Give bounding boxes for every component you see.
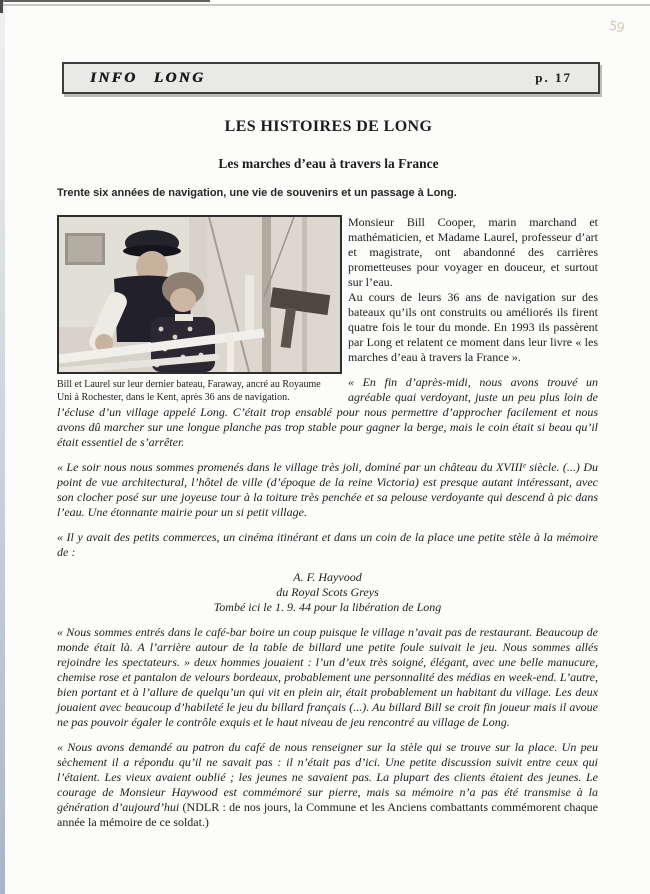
scan-artifact-top-dark [0, 0, 210, 2]
boat-photo-image [57, 215, 342, 374]
scan-artifact-left-edge [0, 0, 5, 894]
article-title: LES HISTOIRES DE LONG [224, 118, 433, 135]
quote-paragraph-4: « Nous sommes entrés dans le café-bar boire un coup puisque le village n’avait pas de restaurant. Beaucoup de monde était là. A l’arrière autour de la table de billard une petite foule suivait le jeu. Nous sommes allés rejoindre les spectateurs. » deux hommes jouaient : l’un d’eux très soigné, élégant, avec une belle manucure, chemise rose et pantalon de velours bordeaux, probablement une personnalité des médias en week-end. L’autre, bien portant et à l’allure de quelqu’un qui vit en plein air, était probablement un habitant du village. Les deux jouaient avec beaucoup d’habileté le jeu du billard français (...). Au billard Bill se croit fin joueur mais il avoue ne pas pouvoir égaler le contrôle exquis et le haut niveau de jeu rencontré au village de Long. [57, 625, 598, 729]
masthead-title: INFO LONG [90, 69, 206, 86]
stele-line-name: A. F. Hayvood [293, 570, 362, 584]
article-body [57, 215, 598, 830]
stele-line-regiment: du Royal Scots Greys [276, 585, 379, 599]
article-photo-figure [57, 215, 338, 404]
quote-paragraph-1: « En fin d’après-midi, nous avons trouvé un agréable quai verdoyant, juste un peu plus loin de l’écluse d’un village appelé Long. C’était trop ensablé pour nous permettre d’approcher facilement et nous avons dû marcher sur une longue planche pas trop stable pour gagner la berge, mais le coin était si beau qu’il était essentiel de s’arrêter. [57, 375, 598, 449]
article-subtitle: Les marches d’eau à travers la France [218, 156, 439, 171]
page-number: p. 17 [535, 70, 572, 85]
bio-paragraph-1: Monsieur Bill Cooper, marin marchand et mathématicien, et Madame Laurel, professeur d’art et magistrate, ont abandonné des carrières prometteuses pour voyager en douceur, et surtout sur l’eau. [348, 215, 598, 289]
quote-paragraph-5 [57, 740, 598, 830]
pencil-page-number: 59 [607, 18, 625, 37]
stele-line-date: Tombé ici le 1. 9. 44 pour la libération de Long [213, 600, 442, 614]
photo-caption: Bill et Laurel sur leur dernier bateau, Faraway, ancré au Royaume Uni à Rochester, dans le Kent, après 36 ans de navigation. [57, 379, 321, 403]
memorial-stele-block [57, 570, 598, 615]
article-standfirst: Trente six années de navigation, une vie de souvenirs et un passage à Long. [57, 187, 457, 199]
quote-paragraph-5-italic: « Nous avons demandé au patron du café de nous renseigner sur la stèle qui se trouve sur la place. Un peu sèchement il a répondu qu’il ne savait pas : il n’était pas d’ici. Une petite discussion suivit entre ceux qui l’étaient. Les vieux avaient oublié ; les jeunes ne savaient pas. La plupart des clients étaient des jeunes. Le courage de Monsieur Haywood est commémoré sur pierre, mais sa mémoire n’a pas été transmise à la génération d’aujourd’hui [57, 740, 598, 814]
masthead-box [62, 62, 600, 94]
scan-artifact-top-line [0, 4, 650, 6]
quote-paragraph-2: « Le soir nous nous sommes promenés dans le village très joli, dominé par un château du XVIIIᵉ siècle. (...) Du point de vue architectural, l’hôtel de ville (d’époque de la reine Victoria) est presque autant intéressant, avec son clocher posé sur une joyeuse tour à la toiture très penchée et sa pelouse verdoyante qui descend à pic dans l’eau. Une étonnante mairie pour un si petit village. [57, 460, 598, 519]
quote-paragraph-3: « Il y avait des petits commerces, un cinéma itinérant et dans un coin de la place une petite stèle à la mémoire de : [57, 530, 598, 559]
bio-paragraph-2: Au cours de leurs 36 ans de navigation sur des bateaux qu’ils ont construits ou améliorés ils firent quatre fois le tour du monde. En 1993 ils passèrent par Long et relatent ce moment dans leur livre « les marches d’eau à travers la France ». [348, 290, 598, 364]
editors-note: (NDLR : de nos jours, la Commune et les Anciens combattants commémorent chaque année la mémoire de ce soldat.) [57, 800, 599, 829]
